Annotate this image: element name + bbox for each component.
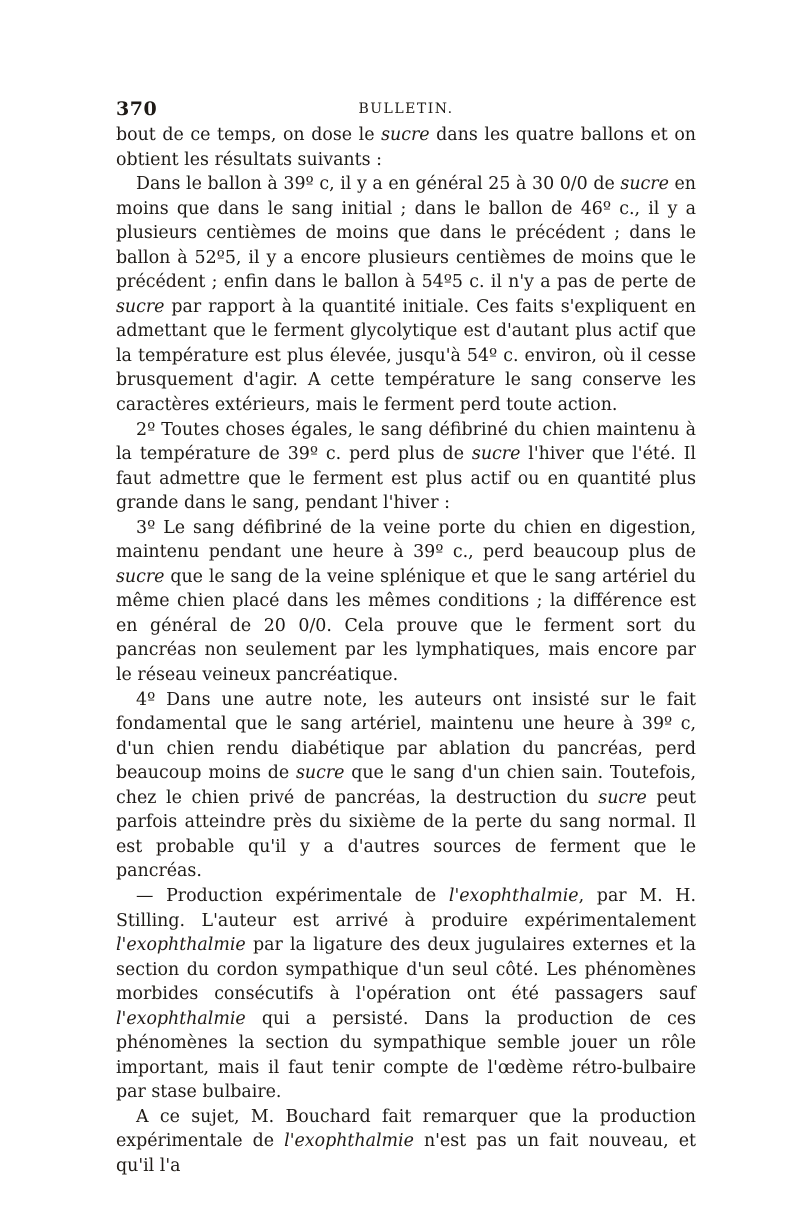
paragraph: bout de ce temps, on dose le sucre dans les quatre ballons et on obtient les résultats suivants : [116,125,696,170]
paragraph: — Production expérimentale de l'exophthalmie, par M. H. Stilling. L'auteur est arrivé à produire expérimentalement l'exophthalmie par la ligature des deux jugulaires externes et la section du cordon sympathique d'un seul côté. Les phénomènes morbides consécutifs à l'opération ont été passagers sauf l'exophthalmie qui a persisté. Dans la production de ces phénomènes la section du sympathique semble jouer un rôle important, mais il faut tenir compte de l'œdème rétro-bulbaire par stase bulbaire. [116,885,696,1103]
body-text [116,123,696,1179]
paragraph: A ce sujet, M. Bouchard fait remarquer que la production expérimentale de l'exophthalmie n'est pas un fait nouveau, et qu'il l'a [116,1106,696,1176]
page-number: 370 [116,98,158,120]
page-header [116,98,696,124]
paragraph: Dans le ballon à 39º c, il y a en général 25 à 30 0/0 de sucre en moins que dans le sang initial ; dans le ballon de 46º c., il y a plusieurs centièmes de moins que dans le précédent ; dans le ballon à 52º5, il y a encore plusieurs centièmes de moins que le précédent ; enfin dans le ballon à 54º5 c. il n'y a pas de perte de sucre par rapport à la quantité initiale. Ces faits s'expliquent en admettant que le ferment glycolytique est d'autant plus actif que la température est plus élevée, jusqu'à 54º c. environ, où il cesse brusquement d'agir. A cette température le sang conserve les caractères extérieurs, mais le ferment perd toute action. [116,174,696,416]
paragraph: 4º Dans une autre note, les auteurs ont insisté sur le fait fondamental que le sang artériel, maintenu une heure à 39º c, d'un chien rendu diabétique par ablation du pancréas, perd beaucoup moins de sucre que le sang d'un chien sain. Toutefois, chez le chien privé de pancréas, la destruction du sucre peut parfois atteindre près du sixième de la perte du sang normal. Il est probable qu'il y a d'autres sources de ferment que le pancréas. [116,689,696,882]
paragraph: 2º Toutes choses égales, le sang défibriné du chien maintenu à la température de 39º c. perd plus de sucre l'hiver que l'été. Il faut admettre que le ferment est plus actif ou en quantité plus grande dans le sang, pendant l'hiver : [116,419,696,514]
paragraph: 3º Le sang défibriné de la veine porte du chien en digestion, maintenu pendant une heure à 39º c., perd beaucoup plus de sucre que le sang de la veine splénique et que le sang artériel du même chien placé dans les mêmes conditions ; la différence est en général de 20 0/0. Cela prouve que le ferment sort du pancréas non seulement par les lymphatiques, mais encore par le réseau veineux pancréatique. [116,517,696,686]
running-title: BULLETIN. [358,101,454,117]
